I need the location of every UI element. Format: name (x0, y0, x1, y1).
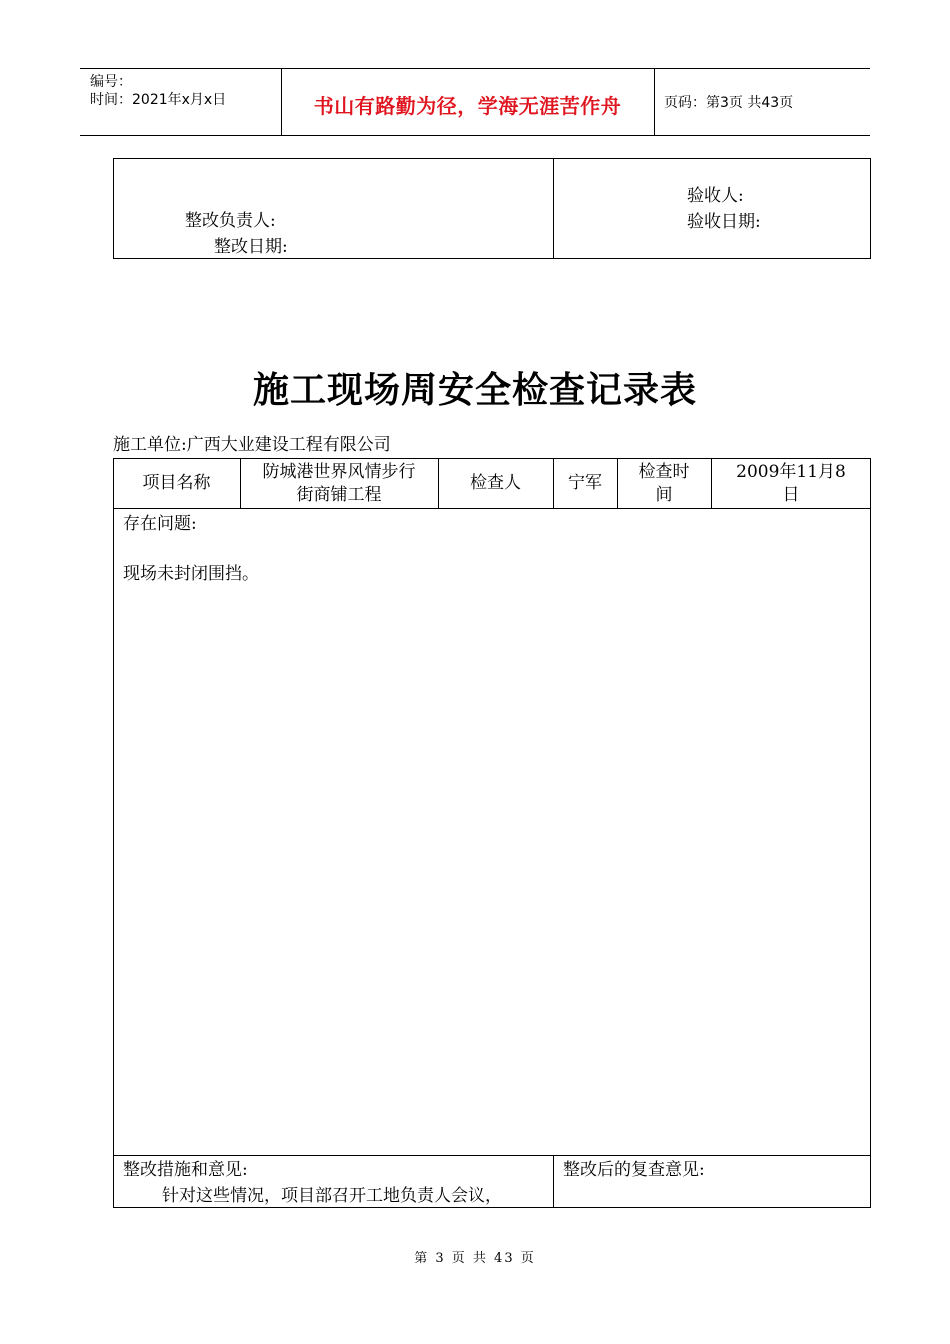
project-name-line2: 街商铺工程 (296, 484, 382, 505)
issues-label: 存在问题: (123, 514, 197, 534)
measures-content: 针对这些情况，项目部召开工地负责人会议， (162, 1186, 502, 1206)
inspect-time-label-line2: 间 (655, 484, 673, 505)
responsible-label: 整改负责人: (185, 211, 276, 231)
header-motto: 书山有路勤为径，学海无涯苦作舟 (313, 94, 622, 118)
page-title: 施工现场周安全检查记录表 (252, 369, 697, 411)
rectification-divider (553, 158, 554, 259)
project-name-value (240, 458, 438, 509)
acceptance-date-label: 验收日期: (687, 212, 761, 232)
inspect-time-value (711, 458, 871, 509)
page-footer: 第 3 页 共 43 页 (414, 1251, 536, 1266)
header-divider-right (654, 68, 655, 136)
rectification-date-label: 整改日期: (214, 237, 288, 257)
issues-bottom-rule (113, 1155, 871, 1156)
header-number-label: 编号： (90, 74, 132, 90)
inspector-label: 检查人 (470, 473, 521, 493)
project-name-line1: 防城港世界风情步行 (262, 461, 416, 482)
header-bottom-rule (80, 135, 870, 136)
issues-content: 现场未封闭围挡。 (123, 564, 259, 584)
inspector-value: 宁军 (568, 473, 602, 493)
header-page-label: 页码：第3页 共43页 (664, 95, 794, 111)
inspect-time-value-line2: 日 (782, 484, 800, 505)
measures-divider (553, 1155, 554, 1208)
inspect-time-label (617, 458, 711, 509)
review-label: 整改后的复查意见: (563, 1160, 705, 1180)
header-time-label: 时间：2021年x月x日 (90, 92, 227, 108)
construction-unit: 施工单位:广西大业建设工程有限公司 (113, 435, 391, 455)
inspect-time-label-line1: 检查时 (638, 461, 690, 482)
header-top-rule (80, 68, 870, 69)
project-name-label: 项目名称 (142, 473, 211, 493)
inspect-time-value-line1: 2009年11月8 (736, 461, 846, 482)
measures-label: 整改措施和意见: (123, 1160, 248, 1180)
acceptor-label: 验收人: (687, 186, 744, 206)
